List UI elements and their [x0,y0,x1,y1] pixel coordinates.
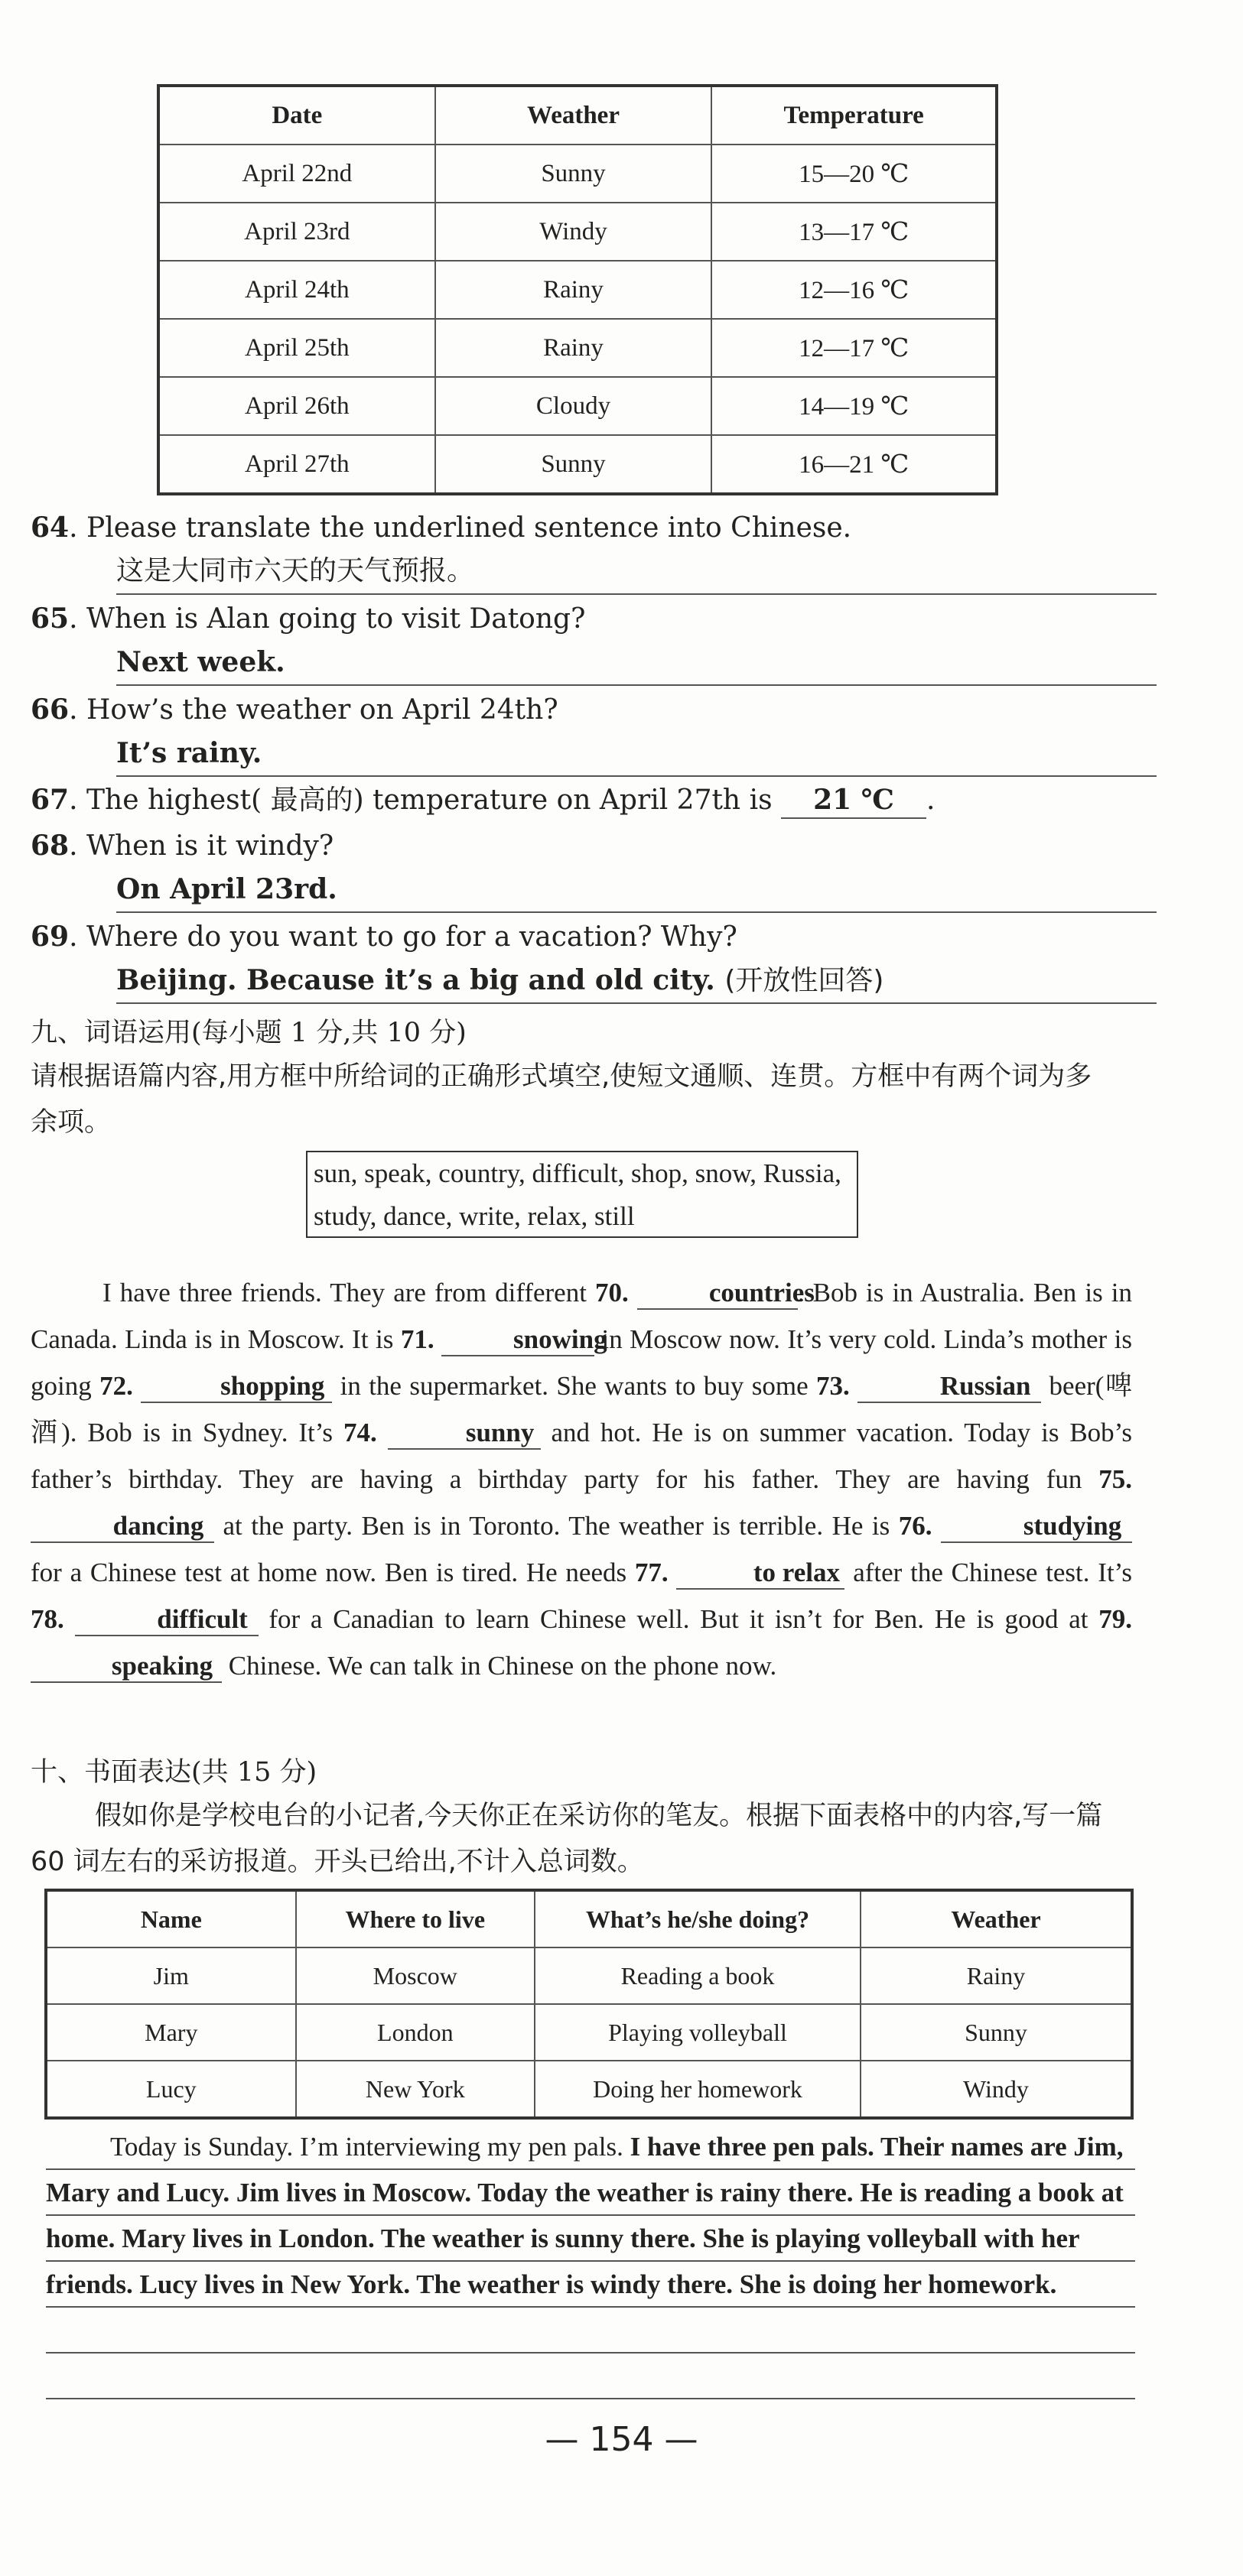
question-text: . How’s the weather on April 24th? [69,694,558,726]
table-row [158,377,997,435]
blank-number: 75. [1098,1464,1133,1494]
question-text: . Where do you want to go for a vacation? Why? [69,921,737,953]
table-header-row [158,86,997,145]
blank-answer: Russian [857,1371,1041,1403]
section-9-title [31,1012,467,1050]
question-69 [31,915,1132,1004]
passage-text: for a Canadian to learn Chinese well. But it isn’t for Ben. He is good at [268,1604,1088,1634]
cell-weather: Sunny [435,435,712,494]
answer-line: 这是大同市六天的天气预报。 [116,549,1157,595]
question-text: . When is Alan going to visit Datong? [69,603,586,635]
question-67 [31,778,1132,821]
cell-temperature: 16—21 ℃ [711,435,997,494]
passage-text: after the Chinese test. It’s [853,1558,1133,1587]
table-row [158,203,997,261]
blank-answer: studying [941,1511,1132,1543]
cell-weather: Rainy [435,319,712,377]
cell-where: New York [296,2061,535,2118]
cell-date: April 27th [158,435,435,494]
section-9-instruction: 请根据语篇内容,用方框中所给词的正确形式填空,使短文通顺、连贯。方框中有两个词为多余项。 [31,1061,1092,1138]
cell-name: Lucy [46,2061,296,2118]
blank-number: 77. [634,1558,669,1587]
section-heading: 十、书面表达 [31,1757,192,1788]
cell-weather: Sunny [861,2004,1132,2061]
blank-answer: countries [637,1278,798,1310]
passage-text: beer(啤酒). Bob is in Sydney. It’s [31,1371,1133,1447]
cell-weather: Windy [861,2061,1132,2118]
cell-doing: Doing her homework [535,2061,861,2118]
cell-weather: Rainy [861,1947,1132,2004]
passage-text: in the supermarket. She wants to buy some [340,1371,809,1401]
passage-text: at the party. Ben is in Toronto. The weather is terrible. He is [223,1511,890,1541]
question-text: . The highest( 最高的) temperature on April 27th is [69,784,773,816]
weather-table [157,84,998,495]
passage-text: Chinese. We can talk in Chinese on the phone now. [228,1651,777,1681]
cell-name: Jim [46,1947,296,2004]
blank-answer: dancing [31,1511,214,1543]
blank-answer: snowing [441,1324,594,1356]
header-temperature: Temperature [711,86,997,145]
blank-answer: difficult [75,1604,259,1636]
passage-text: and hot. He is on summer vacation. Today is Bob’s father’s birthday. They are having a birthday party for his father. They are having fun [31,1418,1133,1494]
blank-answer: shopping [141,1371,332,1403]
cell-date: April 25th [158,319,435,377]
section-10-instruction: 假如你是学校电台的小记者,今天你正在采访你的笔友。根据下面表格中的内容,写一篇 60 词左右的采访报道。开头已给出,不计入总词数。 [31,1801,1103,1877]
blank-number: 76. [898,1511,932,1541]
blank-answer: sunny [388,1418,541,1450]
question-64 [31,506,1132,595]
answer-line: It’s rainy. [116,731,1157,777]
table-row [158,145,997,203]
section-heading: 九、词语运用 [31,1018,192,1048]
cell-temperature: 13—17 ℃ [711,203,997,261]
cell-temperature: 12—16 ℃ [711,261,997,319]
cloze-passage [31,1269,1132,1689]
section-10-title [31,1751,317,1789]
header-weather: Weather [435,86,712,145]
passage-text: I have three friends. They are from different [102,1278,587,1307]
pen-pal-table [44,1889,1134,2120]
question-text: . When is it windy? [69,830,334,862]
header-date: Date [158,86,435,145]
answer-line: Next week. [116,640,1157,686]
table-row [158,261,997,319]
question-number: 69 [31,921,70,953]
cell-doing: Playing volleyball [535,2004,861,2061]
cell-weather: Sunny [435,145,712,203]
question-text-end: . [926,784,936,816]
cell-date: April 22nd [158,145,435,203]
cell-doing: Reading a book [535,1947,861,2004]
table-header-row [46,1890,1132,1947]
blank-number: 78. [31,1604,64,1634]
question-number: 68 [31,830,70,862]
passage-text: . Bob is in Australia. Ben is in Canada. Linda is in Moscow. It is [31,1278,1132,1354]
question-68 [31,824,1132,913]
blank-number: 79. [1098,1604,1133,1634]
passage-text: for a Chinese test at home now. Ben is tired. He needs [31,1558,627,1587]
cell-date: April 26th [158,377,435,435]
word-box: sun, speak, country, difficult, shop, snow, Russia, study, dance, write, relax, still [306,1151,858,1238]
blank-answer: speaking [31,1651,222,1683]
header-name: Name [46,1890,296,1947]
table-row [46,1947,1132,2004]
question-number: 65 [31,603,70,635]
cell-weather: Cloudy [435,377,712,435]
table-row [158,435,997,494]
cell-name: Mary [46,2004,296,2061]
question-number: 66 [31,694,70,726]
table-row [46,2061,1132,2118]
question-65 [31,597,1132,686]
blank-number: 74. [343,1418,377,1447]
cell-temperature: 12—17 ℃ [711,319,997,377]
question-66 [31,688,1132,777]
table-row [46,2004,1132,2061]
answer-blank: 21 ℃ [781,782,926,819]
cell-weather: Windy [435,203,712,261]
section-points: (共 15 分) [191,1757,317,1788]
essay [46,2124,1135,2308]
question-number: 64 [31,512,70,544]
answer-line [116,958,1157,1004]
header-where: Where to live [296,1890,535,1947]
answer-text: Beijing. Because it’s a big and old city. [116,964,715,996]
blank-number: 70. [595,1278,629,1307]
cell-temperature: 14—19 ℃ [711,377,997,435]
cell-date: April 23rd [158,203,435,261]
page-number: — 154 — [545,2420,698,2459]
cell-date: April 24th [158,261,435,319]
answer-line: On April 23rd. [116,867,1157,913]
question-number: 67 [31,784,70,816]
blank-number: 72. [99,1371,133,1401]
section-points: (每小题 1 分,共 10 分) [191,1018,467,1048]
blank-number: 73. [816,1371,850,1401]
cell-weather: Rainy [435,261,712,319]
cell-where: Moscow [296,1947,535,2004]
essay-intro: Today is Sunday. I’m interviewing my pen pals. [110,2132,623,2162]
blank-number: 71. [400,1324,434,1354]
blank-answer: to relax [676,1558,844,1590]
table-row [158,319,997,377]
question-text: . Please translate the underlined sentence into Chinese. [69,512,852,544]
essay-body: I have three pen pals. Their names are Jim, Mary and Lucy. Jim lives in Moscow. Today the weather is rainy there. He is reading a book at home. Mary lives in London. The weather is sunny there. She is playing volleyball with her friends. Lucy lives in New York. The weather is windy there. She is doing her homework. [46,2132,1124,2299]
cell-temperature: 15—20 ℃ [711,145,997,203]
passage-text: in Moscow now. It’s very cold. Linda’s mother is going [31,1324,1133,1401]
cell-where: London [296,2004,535,2061]
header-doing: What’s he/she doing? [535,1890,861,1947]
answer-note: (开放性回答) [724,965,884,996]
header-weather: Weather [861,1890,1132,1947]
